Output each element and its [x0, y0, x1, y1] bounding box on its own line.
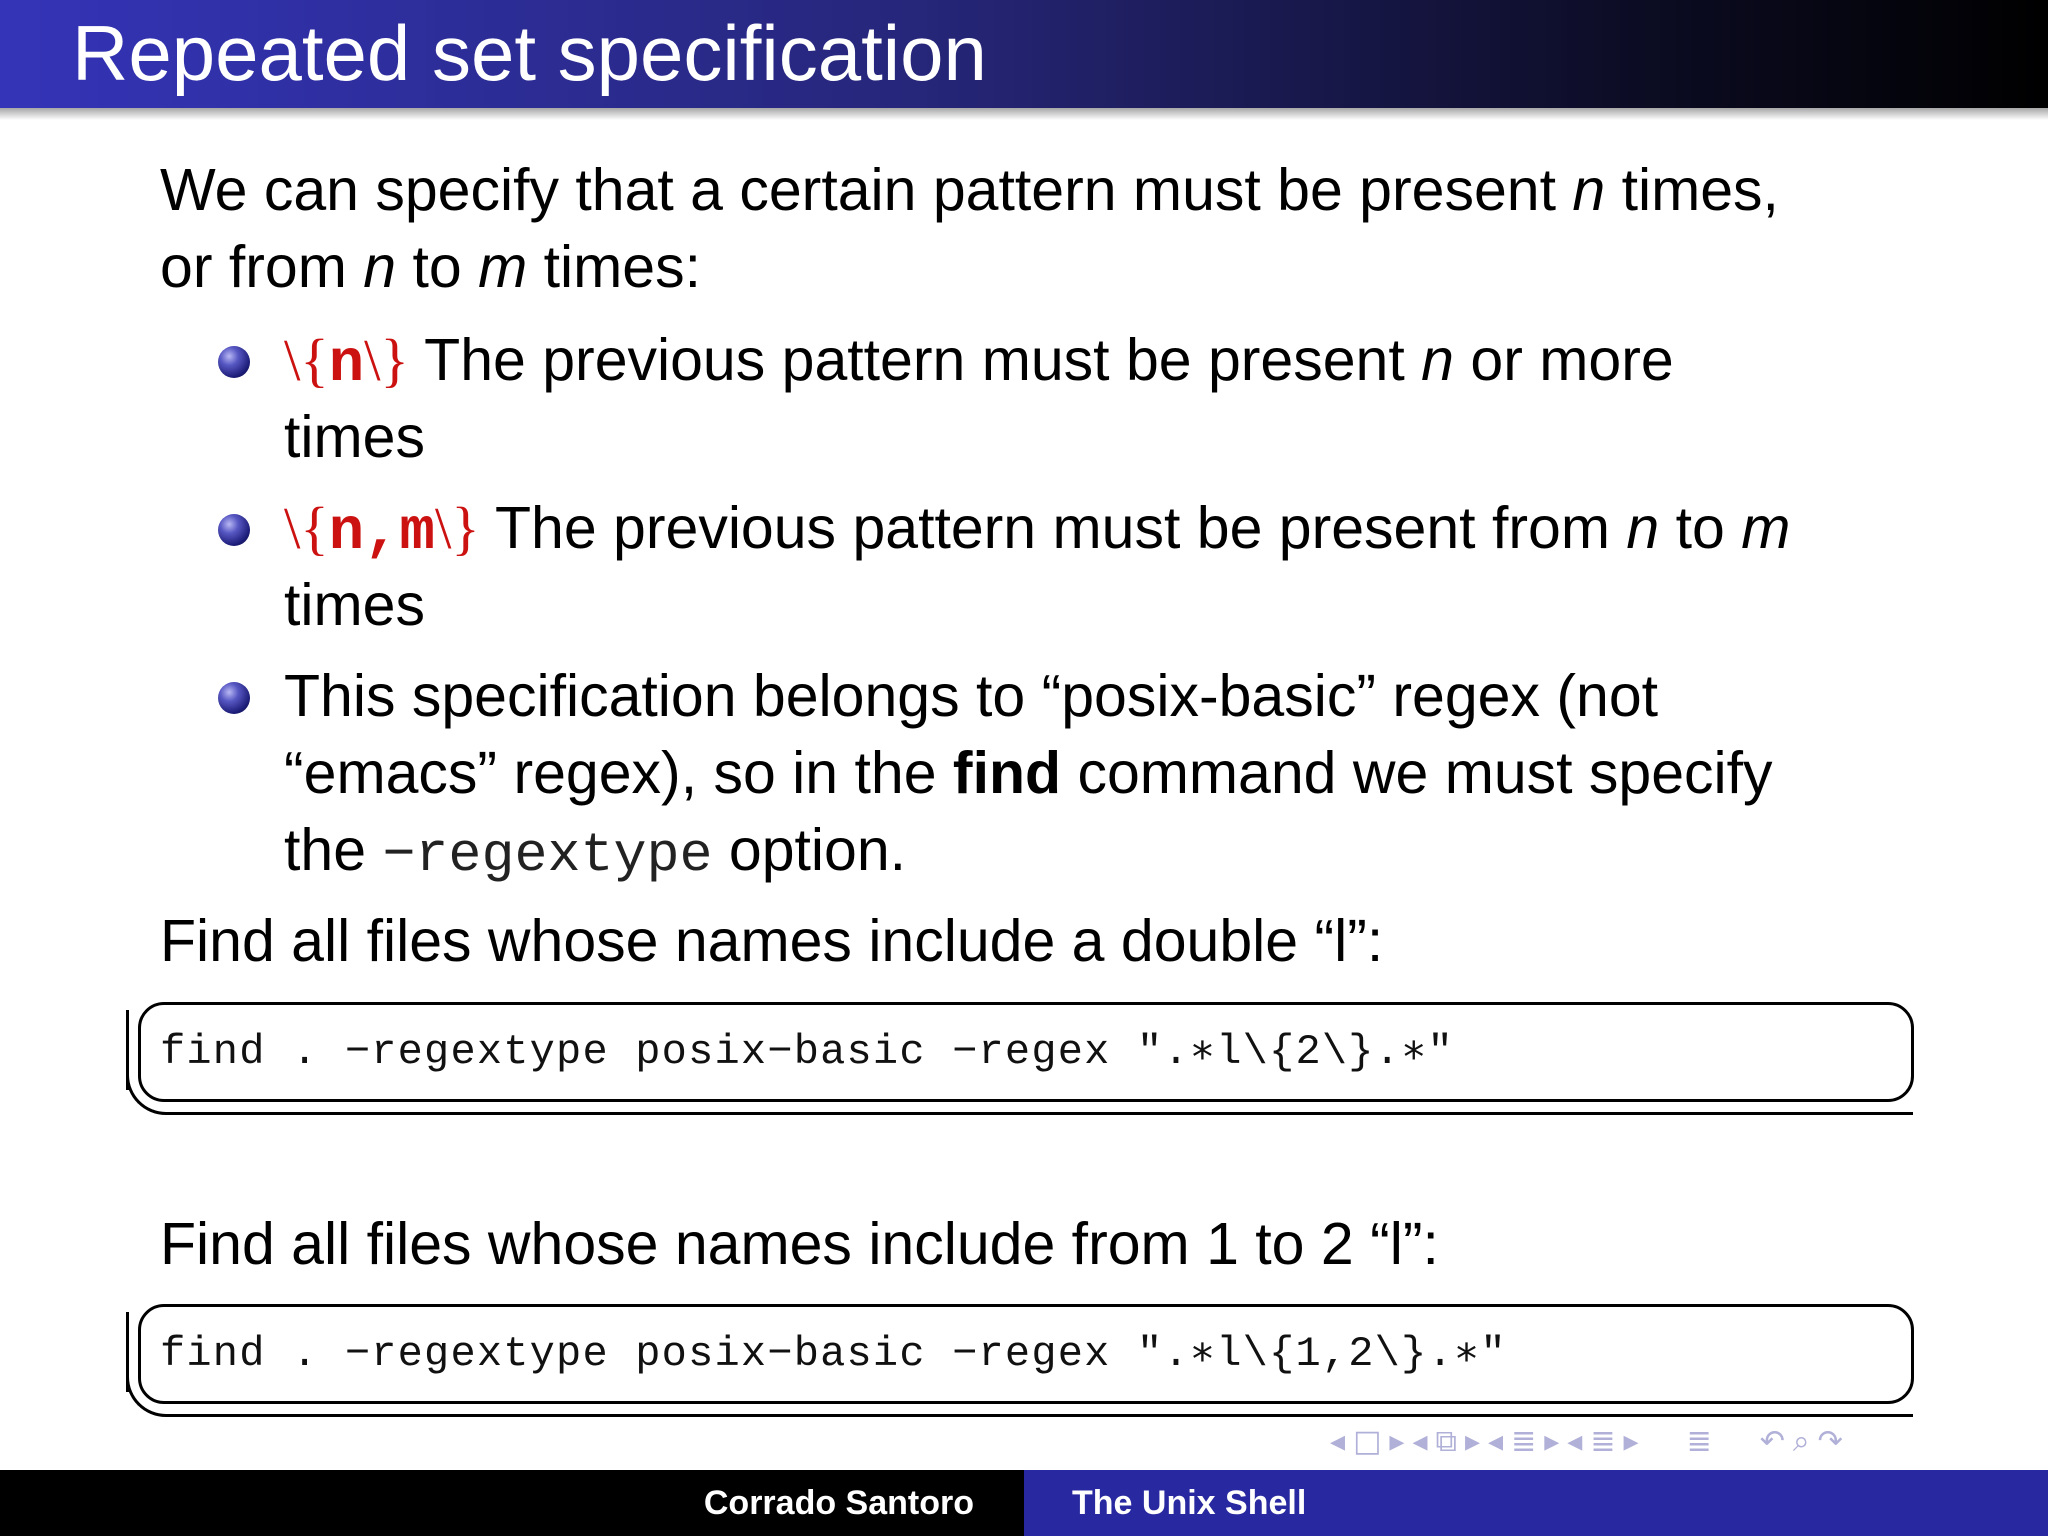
nav-search-icon[interactable]: ⌕: [1792, 1424, 1810, 1459]
bullet-text: the: [284, 817, 383, 883]
bullet-icon: [218, 346, 250, 378]
nav-next-part-icon[interactable]: ▸: [1623, 1424, 1639, 1459]
bullet-2-line-2: times: [284, 572, 425, 638]
code-brace-close: \}: [364, 327, 409, 393]
bullet-text: The previous pattern must be present from: [479, 495, 1627, 561]
bullet-text: to: [1659, 495, 1742, 561]
title-bar: [0, 0, 2048, 108]
nav-prev-subsection-icon[interactable]: ◂: [1412, 1424, 1428, 1459]
bullet-1-line-2: times: [284, 404, 425, 470]
footer-course-bar: [1024, 1470, 2048, 1536]
bullet-text: option.: [712, 817, 907, 883]
code-var: n,m: [328, 499, 435, 566]
code-box-rule: [126, 1332, 129, 1392]
code-n-m: [284, 495, 480, 566]
bullet-var-m: m: [1741, 495, 1791, 561]
code-brace-open: \{: [284, 495, 329, 561]
footer-course: The Unix Shell: [1072, 1483, 1307, 1522]
intro-var-m: m: [478, 234, 528, 300]
nav-next-frame-icon[interactable]: ▸: [1389, 1424, 1405, 1459]
bullet-var-n: n: [1626, 495, 1660, 561]
intro-text: times:: [527, 234, 701, 300]
intro-line-2: [160, 229, 701, 306]
intro-text: or from: [160, 234, 364, 300]
intro-var-n: n: [363, 234, 397, 300]
bullet-text: command we must specify: [1061, 740, 1773, 806]
bullet-3-line-2: [284, 735, 1773, 812]
bullet-text: The previous pattern must be present: [408, 327, 1422, 393]
code-example-2: find . −regextype posix−basic −regex ".∗l\{1,2\}.∗": [160, 1330, 1507, 1378]
nav-next-section-icon[interactable]: ▸: [1544, 1424, 1560, 1459]
nav-forward-icon[interactable]: ↷: [1817, 1424, 1843, 1459]
example-1-label: Find all files whose names include a double “l”:: [160, 908, 1384, 974]
nav-subsection-icon[interactable]: ⧉: [1435, 1424, 1457, 1459]
beamer-navigation: [1330, 1424, 1843, 1458]
code-n: [284, 327, 409, 398]
code-brace-close: \}: [434, 495, 480, 561]
nav-part-icon[interactable]: ≣: [1590, 1424, 1616, 1459]
bullet-3-line-3: [284, 812, 906, 894]
intro-text: to: [396, 234, 479, 300]
intro-line-1: [160, 152, 1779, 229]
bullet-2-line-1: [284, 490, 1790, 571]
intro-text: times,: [1605, 157, 1779, 223]
nav-toc-icon[interactable]: ≣: [1686, 1424, 1712, 1459]
regextype-option: −regextype: [382, 824, 713, 887]
footer-author: Corrado Santoro: [703, 1483, 974, 1522]
nav-prev-section-icon[interactable]: ◂: [1488, 1424, 1504, 1459]
code-var: n: [328, 331, 365, 398]
footer-author-bar: [0, 1470, 1024, 1536]
title-shadow: [0, 108, 2048, 120]
bullet-var-n: n: [1421, 327, 1454, 393]
nav-next-subsection-icon[interactable]: ▸: [1464, 1424, 1481, 1459]
bullet-text: “emacs” regex), so in the: [284, 740, 953, 806]
bullet-text: or more: [1453, 327, 1674, 393]
nav-frame-icon[interactable]: □: [1353, 1424, 1382, 1459]
slide-title: Repeated set specification: [72, 9, 987, 97]
nav-prev-frame-icon[interactable]: ◂: [1330, 1424, 1346, 1459]
nav-section-icon[interactable]: ≣: [1511, 1424, 1537, 1459]
nav-back-icon[interactable]: ↶: [1759, 1424, 1785, 1459]
nav-prev-part-icon[interactable]: ◂: [1567, 1424, 1583, 1459]
bullet-3-line-1: This specification belongs to “posix-basic” regex (not: [284, 663, 1659, 729]
intro-var-n: n: [1572, 157, 1606, 223]
code-box-rule: [126, 1030, 129, 1090]
bullet-icon: [218, 514, 250, 546]
code-brace-open: \{: [284, 327, 329, 393]
intro-text: We can specify that a certain pattern must be present: [160, 157, 1573, 223]
example-2-label: Find all files whose names include from 1 to 2 “l”:: [160, 1211, 1439, 1277]
code-example-1: find . −regextype posix−basic −regex ".∗l\{2\}.∗": [160, 1028, 1454, 1076]
find-command: find: [952, 740, 1062, 806]
bullet-icon: [218, 682, 250, 714]
bullet-1-line-1: [284, 322, 1674, 403]
